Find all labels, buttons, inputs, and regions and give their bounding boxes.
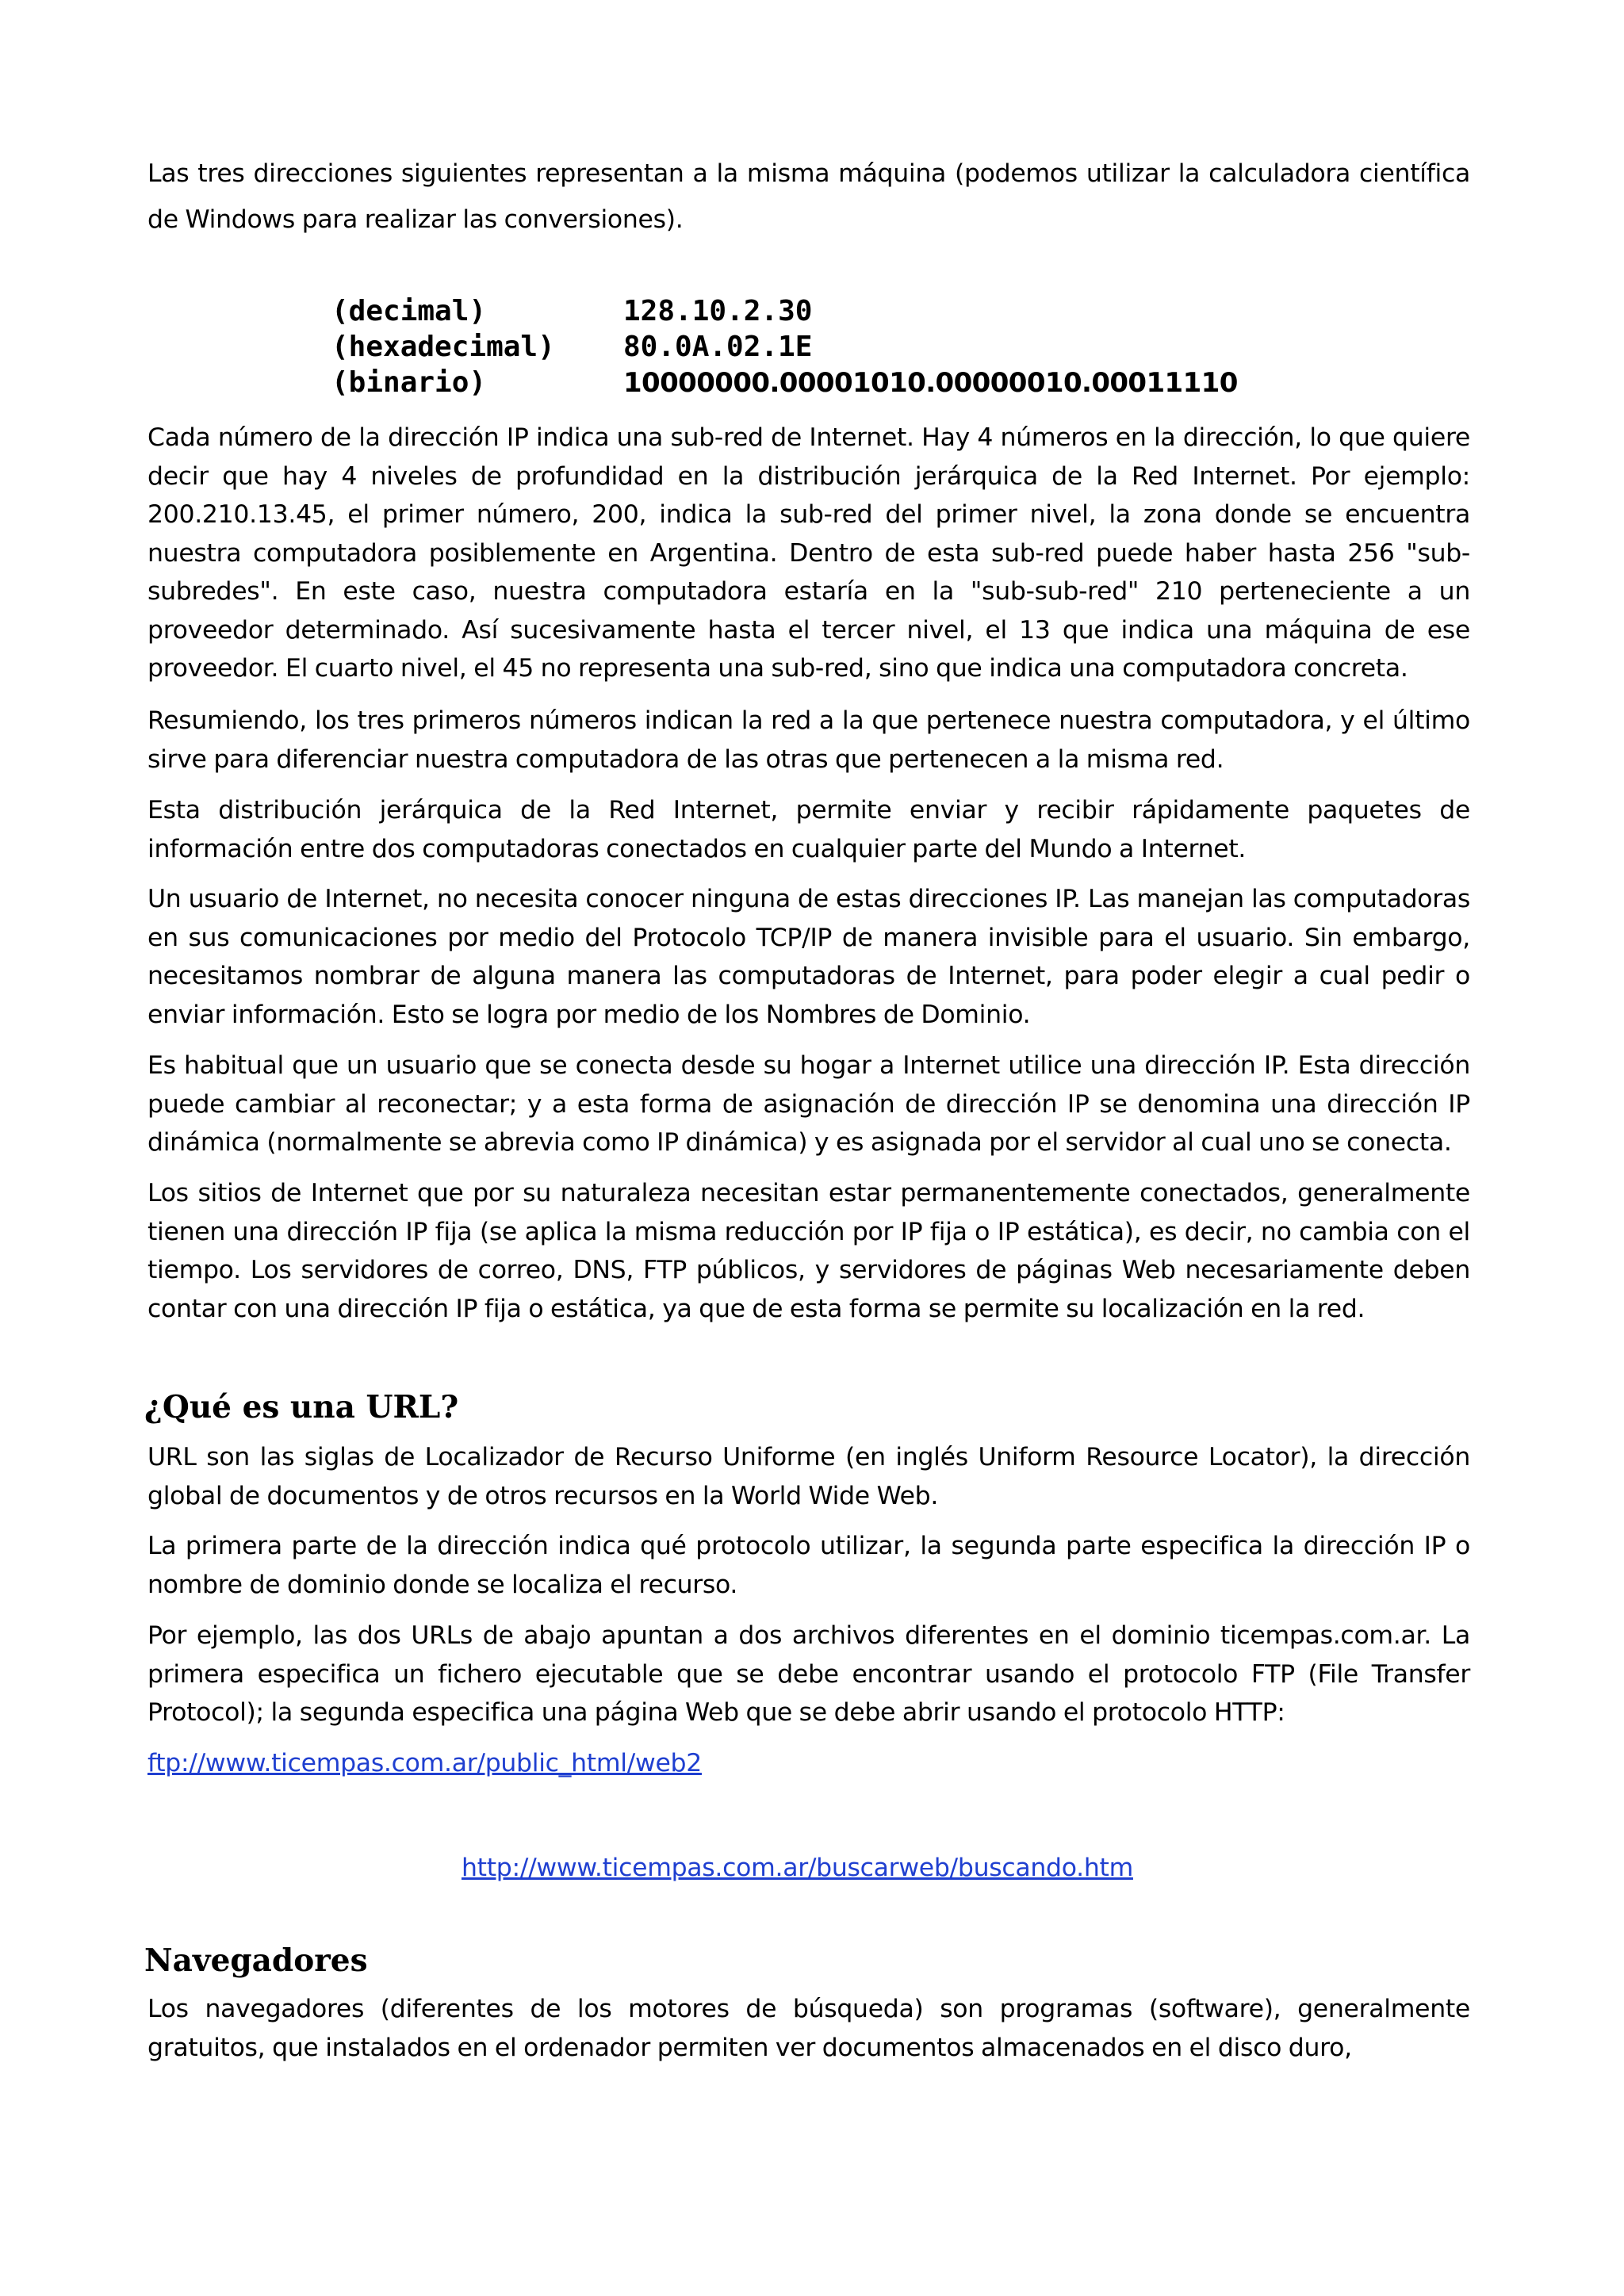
ip-format-label: (decimal) xyxy=(331,295,487,327)
url-paragraph-parts: La primera parte de la dirección indica qué protocolo utilizar, la segunda parte especifica la dirección IP o nombre de dominio donde se localiza el recurso. xyxy=(147,1532,1470,1599)
ip-paragraph-hierarchy: Esta distribución jerárquica de la Red Internet, permite enviar y recibir rápidamente paquetes de información entre dos computadoras conectados en cualquier parte del Mundo a Internet. xyxy=(147,796,1470,863)
ip-row-hexadecimal xyxy=(331,329,1362,365)
browsers-section-heading: Navegadores xyxy=(144,1942,368,1979)
ip-address-table xyxy=(331,293,1362,400)
url-section-heading: ¿Qué es una URL? xyxy=(144,1389,459,1425)
ip-paragraph-domain-names: Un usuario de Internet, no necesita conocer ninguna de estas direcciones IP. Las manejan las computadoras en sus comunicaciones por medio del Protocolo TCP/IP de manera invisible para el usuario. Sin embargo, necesitamos nombrar de alguna manera las computadoras de Internet, para poder elegir a cual pedir o enviar información. Esto se logra por medio de los Nombres de Dominio. xyxy=(147,885,1470,1029)
ip-paragraph-static-ip: Los sitios de Internet que por su naturaleza necesitan estar permanentemente conectados, generalmente tienen una dirección IP fija (se aplica la misma reducción por IP fija o IP estática), es decir, no cambia con el tiempo. Los servidores de correo, DNS, FTP públicos, y servidores de páginas Web necesariamente deben contar con una dirección IP fija o estática, ya que de esta forma se permite su localización en la red. xyxy=(147,1179,1470,1323)
ip-value: 80.0A.02.1E xyxy=(623,331,813,363)
ftp-url-link[interactable]: ftp://www.ticempas.com.ar/public_html/web2 xyxy=(147,1749,702,1777)
ip-paragraph-subnets: Cada número de la dirección IP indica una sub-red de Internet. Hay 4 números en la dirección, lo que quiere decir que hay 4 niveles de profundidad en la distribución jerárquica de la Red Internet. Por ejemplo: 200.210.13.45, el primer número, 200, indica la sub-red del primer nivel, la zona donde se encuentra nuestra computadora posiblemente en Argentina. Dentro de esta sub-red puede haber hasta 256 "sub-subredes". En este caso, nuestra computadora estaría en la "sub-sub-red" 210 perteneciente a un proveedor determinado. Así sucesivamente hasta el tercer nivel, el 13 que indica una máquina de ese proveedor. El cuarto nivel, el 45 no representa una sub-red, sino que indica una computadora concreta. xyxy=(147,423,1470,683)
ip-paragraph-dynamic-ip: Es habitual que un usuario que se conecta desde su hogar a Internet utilice una dirección IP. Esta dirección puede cambiar al reconectar; y a esta forma de asignación de dirección IP se denomina una dirección IP dinámica (normalmente se abrevia como IP dinámica) y es asignada por el servidor al cual uno se conecta. xyxy=(147,1051,1470,1157)
url-paragraph-example: Por ejemplo, las dos URLs de abajo apuntan a dos archivos diferentes en el dominio ticempas.com.ar. La primera especifica un fichero ejecutable que se debe encontrar usando el protocolo FTP (File Transfer Protocol); la segunda especifica una página Web que se debe abrir usando el protocolo HTTP: xyxy=(147,1621,1470,1727)
url-paragraph-definition: URL son las siglas de Localizador de Recurso Uniforme (en inglés Uniform Resource Locator), la dirección global de documentos y de otros recursos en la World Wide Web. xyxy=(147,1443,1470,1510)
ip-paragraph-summary: Resumiendo, los tres primeros números indican la red a la que pertenece nuestra computadora, y el último sirve para diferenciar nuestra computadora de las otras que pertenecen a la misma red. xyxy=(147,706,1470,774)
ip-value: 10000000.00001010.00000010.00011110 xyxy=(623,367,1238,399)
ip-format-label: (binario) xyxy=(331,366,487,399)
ip-row-decimal xyxy=(331,293,1362,329)
ip-format-label: (hexadecimal) xyxy=(331,331,555,363)
ip-row-binario xyxy=(331,365,1362,400)
ip-value: 128.10.2.30 xyxy=(623,295,813,327)
http-url-link[interactable]: http://www.ticempas.com.ar/buscarweb/buscando.htm xyxy=(462,1854,1133,1882)
browsers-paragraph: Los navegadores (diferentes de los motores de búsqueda) son programas (software), generalmente gratuitos, que instalados en el ordenador permiten ver documentos almacenados en el disco duro, xyxy=(147,1995,1470,2062)
intro-paragraph: Las tres direcciones siguientes representan a la misma máquina (podemos utilizar la calculadora científica de Windows para realizar las conversiones). xyxy=(147,159,1470,234)
